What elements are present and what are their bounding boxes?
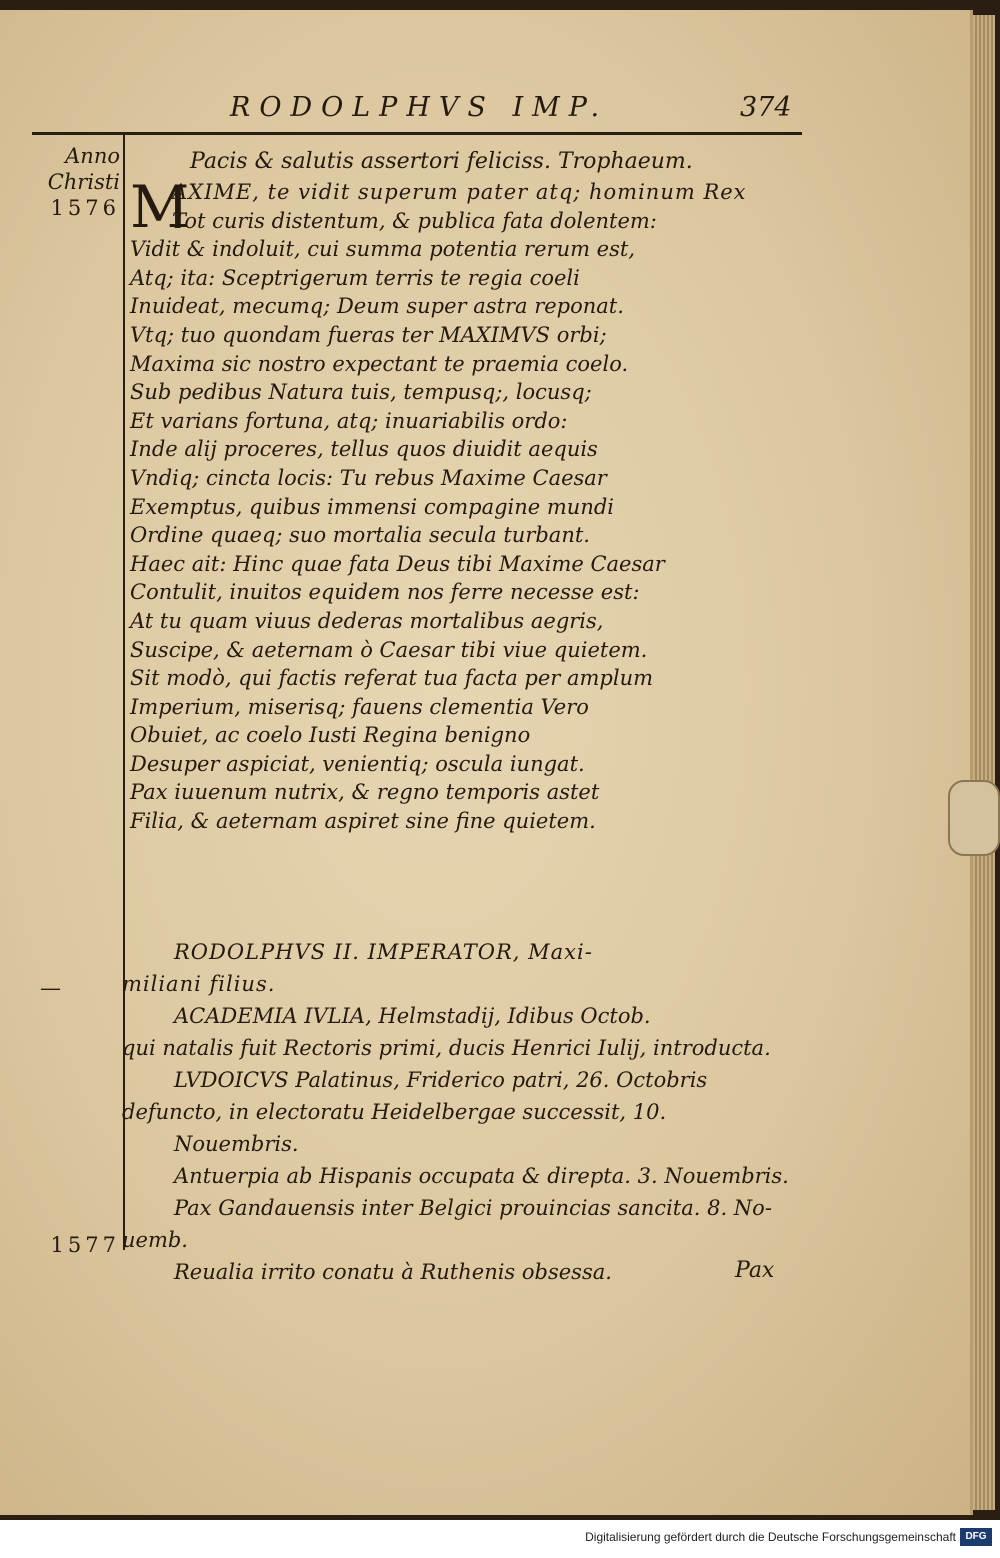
entry-line: miliani filius. [122, 972, 276, 996]
poem-line: Inuideat, mecumq; Deum super astra reponat. [130, 294, 624, 319]
entry-pax-gandauensis [122, 1192, 792, 1256]
poem-opening [130, 173, 800, 241]
poem-line: Sub pedibus Natura tuis, tempusq;, locusq; [130, 380, 592, 405]
entry-antuerpia [122, 1160, 792, 1192]
entry-line: RODOLPHVS II. IMPERATOR, Maxi- [174, 940, 593, 964]
margin-christi: Christi [47, 170, 120, 194]
poem-line: Atq; ita: Sceptrigerum terris te regia coeli [130, 265, 580, 290]
catchword: Pax [735, 1258, 775, 1283]
poem-line: Exemptus, quibus immensi compagine mundi [130, 494, 615, 519]
entry-line: LVDOICVS Palatinus, Friderico patri, 26. Octobris [174, 1068, 708, 1092]
margin-year: 1576 [50, 196, 120, 220]
drop-cap: M [130, 173, 190, 241]
poem-line: Inde alij proceres, tellus quos diuidit aequis [130, 437, 598, 462]
poem-line: Imperium, miserisq; fauens clementia Vero [130, 694, 589, 719]
entry-line: Antuerpia ab Hispanis occupata & direpta. 3. Nouembris. [174, 1164, 789, 1188]
poem-line: Desuper aspiciat, venientiq; oscula iungat. [130, 751, 585, 776]
chronicle-entries [122, 936, 792, 1288]
clasp-tab [948, 780, 1000, 856]
page-number: 374 [740, 92, 792, 123]
trophaeum-poem [130, 146, 800, 836]
margin-mark: — [40, 976, 61, 1000]
poem-line: Contulit, inuitos equidem nos ferre necesse est: [130, 580, 640, 605]
poem-line: Pax iuuenum nutrix, & regno temporis astet [130, 780, 600, 805]
poem-heading: Pacis & salutis assertori feliciss. Trophaeum. [190, 149, 693, 174]
poem-line: Obuiet, ac coelo Iusti Regina benigno [130, 723, 531, 748]
entry-line: uemb. [122, 1228, 188, 1252]
poem-line: Vtq; tuo quondam fueras ter MAXIMVS orbi; [130, 322, 607, 347]
poem-line: Suscipe, & aeternam ò Caesar tibi viue quietem. [130, 637, 648, 662]
entry-line: Reualia irrito conatu à Ruthenis obsessa. [174, 1260, 612, 1284]
dfg-logo: DFG [960, 1528, 992, 1546]
entry-line: ACADEMIA IVLIA, Helmstadij, Idibus Octob. [174, 1004, 651, 1028]
funding-credit: Digitalisierung gefördert durch die Deutsche Forschungsgemeinschaft [585, 1530, 956, 1544]
poem-line: Haec ait: Hinc quae fata Deus tibi Maxime Caesar [130, 551, 665, 576]
poem-line: Vndiq; cincta locis: Tu rebus Maxime Caesar [130, 465, 607, 490]
entry-rodolphus [122, 936, 792, 1000]
poem-line: AXIME, te vidit superum pater atq; hominum Rex [172, 180, 747, 204]
poem-line: At tu quam viuus dederas mortalibus aegris, [130, 608, 604, 633]
poem-line: Et varians fortuna, atq; inuariabilis ordo: [130, 408, 568, 433]
running-title: RODOLPHVS IMP. [230, 92, 609, 123]
entry-ludovicus [122, 1064, 792, 1160]
margin-year-1576 [28, 143, 120, 221]
poem-line: Sit modò, qui factis referat tua facta per amplum [130, 666, 654, 691]
entry-reualia [122, 1256, 792, 1288]
poem-line: Tot curis distentum, & publica fata dolentem: [172, 208, 657, 233]
entry-academia-iulia [122, 1000, 792, 1064]
poem-line: Maxima sic nostro expectant te praemia coelo. [130, 351, 629, 376]
poem-line: Filia, & aeternam aspiret sine fine quietem. [130, 809, 596, 834]
margin-year-1577: 1577 [50, 1233, 120, 1257]
entry-line: Pax Gandauensis inter Belgici prouincias sancita. 8. No- [174, 1196, 772, 1220]
entry-line: defuncto, in electoratu Heidelbergae successit, 10. Nouembris. [122, 1100, 667, 1156]
poem-line: Ordine quaeq; suo mortalia secula turbant. [130, 523, 590, 548]
entry-line: qui natalis fuit Rectoris primi, ducis Henrici Iulij, introducta. [122, 1036, 771, 1060]
digitization-footer [0, 1520, 1000, 1558]
header-rule [32, 132, 802, 135]
margin-anno: Anno [65, 144, 120, 168]
poem-line: Vidit & indoluit, cui summa potentia rerum est, [130, 237, 635, 262]
